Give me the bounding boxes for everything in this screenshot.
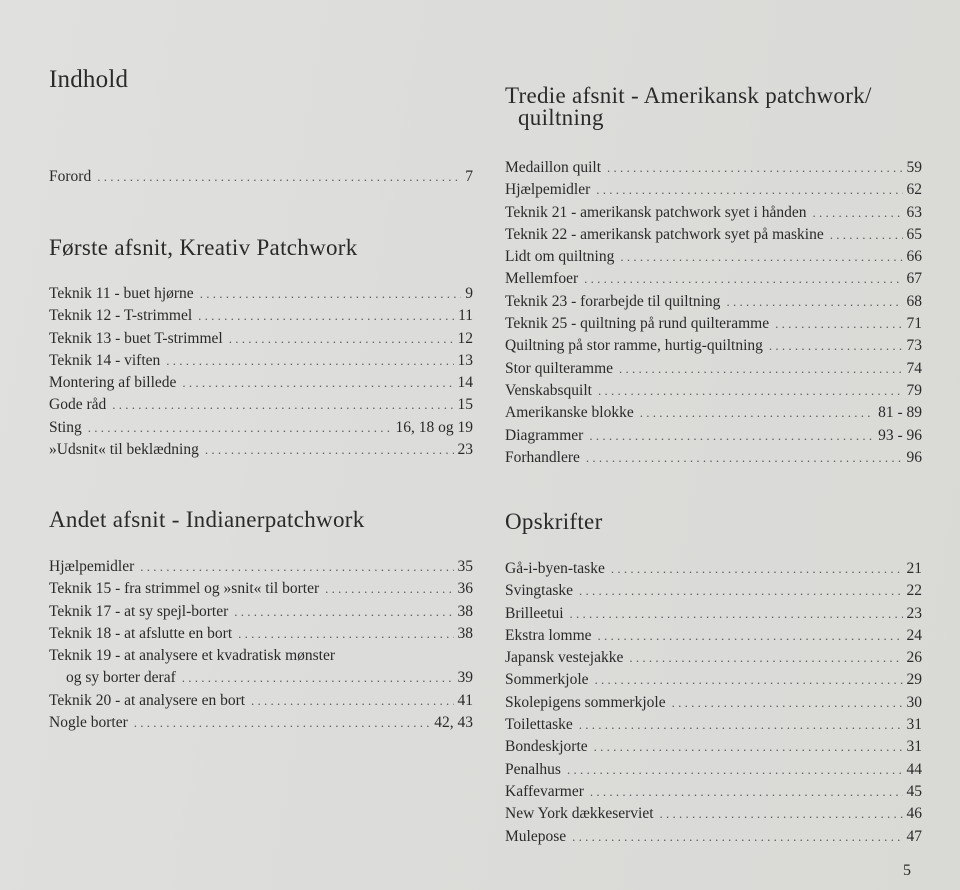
entry-label: Teknik 17 - at sy spejl-borter: [49, 602, 229, 620]
dot-leader: [769, 335, 903, 357]
entry-label: Hjælpemidler: [505, 181, 591, 199]
forord-list: [49, 166, 473, 188]
entry-label: Teknik 19 - at analysere et kvadratisk mønster: [49, 647, 336, 665]
toc-entry[interactable]: [505, 714, 922, 736]
entry-page: 47: [906, 827, 922, 845]
dot-leader: [579, 714, 903, 736]
dot-leader: [596, 179, 902, 201]
dot-leader: [607, 157, 902, 179]
entry-label: Teknik 11 - buet hjørne: [49, 285, 194, 302]
entry-label: Nogle borter: [49, 714, 128, 732]
entry-page: 15: [457, 396, 473, 414]
entry-label: Gå-i-byen-taske: [505, 560, 605, 577]
dot-leader: [660, 803, 903, 825]
entry-label: Mulepose: [505, 827, 567, 845]
toc-entry[interactable]: [505, 335, 922, 357]
entry-label: »Udsnit« til beklædning: [49, 441, 199, 459]
entry-page: 38: [457, 602, 473, 620]
entry-label: og sy borter deraf: [66, 669, 176, 687]
page-number: 5: [903, 862, 911, 879]
dot-leader: [182, 667, 454, 689]
dot-leader: [572, 826, 902, 848]
toc-entry[interactable]: [49, 394, 473, 416]
dot-leader: [620, 246, 902, 268]
entry-page: 81 - 89: [878, 404, 922, 422]
toc-entry[interactable]: [505, 402, 922, 424]
toc-entry[interactable]: [505, 380, 922, 402]
toc-entry[interactable]: [505, 157, 922, 179]
entry-label: Sommerkjole: [505, 671, 589, 689]
toc-entry[interactable]: [49, 556, 473, 578]
entry-page: 13: [457, 351, 473, 369]
entry-label: Ekstra lomme: [505, 626, 592, 644]
toc-entry[interactable]: [505, 447, 922, 469]
toc-entry[interactable]: [505, 781, 922, 803]
entry-label: Penalhus: [505, 760, 561, 778]
entry-page: 26: [906, 649, 922, 667]
dot-leader: [611, 558, 903, 580]
entry-label: Teknik 25 - quiltning på rund quilteramme: [505, 315, 770, 333]
entry-label: Hjælpemidler: [49, 558, 135, 575]
entry-page: 30: [906, 693, 922, 711]
entry-label: Sting: [49, 418, 82, 436]
entry-page: 9: [465, 285, 473, 302]
entry-label: Toilettaske: [505, 716, 573, 734]
toc-entry[interactable]: [49, 712, 473, 734]
entry-page: 62: [906, 181, 922, 199]
dot-leader: [598, 625, 903, 647]
toc-entry[interactable]: [505, 425, 922, 447]
entry-page: 46: [906, 805, 922, 823]
toc-entry[interactable]: [49, 417, 473, 439]
entry-page: 39: [457, 669, 473, 687]
entry-label: Kaffevarmer: [505, 782, 584, 800]
dot-leader: [629, 647, 902, 669]
entry-label: Forhandlere: [505, 448, 580, 466]
entry-page: 79: [906, 381, 922, 399]
entry-label: Teknik 13 - buet T-strimmel: [49, 329, 223, 347]
entry-label: Stor quilteramme: [505, 359, 614, 377]
toc-entry[interactable]: [505, 580, 922, 602]
dot-leader: [640, 402, 874, 424]
toc-entry[interactable]: [49, 601, 473, 623]
section-3-list: [505, 157, 922, 469]
toc-entry-continuation[interactable]: [49, 667, 473, 689]
toc-entry[interactable]: [505, 179, 922, 201]
entry-label: Bondeskjorte: [505, 738, 588, 756]
entry-page: 65: [906, 225, 922, 243]
toc-entry[interactable]: [505, 558, 922, 580]
entry-page: 68: [906, 292, 922, 310]
entry-page: 24: [906, 626, 922, 644]
dot-leader: [251, 690, 453, 712]
dot-leader: [182, 372, 453, 394]
toc-entry[interactable]: [505, 313, 922, 335]
entry-page: 93 - 96: [878, 426, 922, 444]
toc-entry[interactable]: [505, 647, 922, 669]
entry-page: 73: [906, 337, 922, 355]
entry-label: Teknik 15 - fra strimmel og »snit« til borter: [49, 580, 320, 598]
entry-page: 11: [458, 307, 473, 325]
dot-leader: [672, 692, 903, 714]
toc-entry[interactable]: [505, 625, 922, 647]
dot-leader: [97, 166, 461, 188]
toc-entry[interactable]: [49, 350, 473, 372]
entry-label: Amerikanske blokke: [505, 404, 634, 422]
entry-label: Japansk vestejakke: [505, 649, 624, 667]
toc-entry[interactable]: [505, 603, 922, 625]
dot-leader: [140, 556, 453, 578]
entry-page: 38: [457, 624, 473, 642]
entry-page: 45: [906, 782, 922, 800]
dot-leader: [579, 580, 902, 602]
dot-leader: [595, 669, 903, 691]
dot-leader: [198, 305, 454, 327]
toc-entry[interactable]: [49, 372, 473, 394]
entry-label: Teknik 22 - amerikansk patchwork syet på maskine: [505, 225, 824, 243]
entry-label: Quiltning på stor ramme, hurtig-quiltning: [505, 337, 763, 355]
entry-page: 7: [465, 168, 473, 185]
section-title-1: Første afsnit, Kreativ Patchwork: [49, 235, 358, 260]
entry-page: 71: [906, 315, 922, 333]
entry-label: Teknik 20 - at analysere en bort: [49, 691, 246, 709]
dot-leader: [570, 603, 903, 625]
section-title-2: Andet afsnit - Indianerpatchwork: [49, 507, 365, 532]
toc-entry[interactable]: [49, 578, 473, 600]
entry-label: Diagrammer: [505, 426, 584, 444]
entry-page: 14: [457, 374, 473, 392]
toc-entry[interactable]: [49, 645, 473, 667]
entry-label: Mellemfoer: [505, 270, 579, 288]
toc-entry[interactable]: [505, 669, 922, 691]
recipes-list: [505, 558, 922, 848]
toc-entry[interactable]: [505, 268, 922, 290]
dot-leader: [112, 394, 453, 416]
entry-label: Svingtaske: [505, 582, 574, 600]
toc-entry[interactable]: [505, 803, 922, 825]
section-title-recipes: Opskrifter: [505, 509, 603, 534]
toc-entry[interactable]: [49, 623, 473, 645]
dot-leader: [598, 380, 903, 402]
entry-page: 21: [906, 560, 922, 577]
entry-page: 35: [457, 558, 473, 575]
dot-leader: [325, 578, 453, 600]
entry-page: 23: [906, 604, 922, 622]
entry-page: 74: [906, 359, 922, 377]
toc-entry[interactable]: [505, 759, 922, 781]
toc-entry[interactable]: [505, 692, 922, 714]
section-title-3: Tredie afsnit - Amerikansk patchwork/: [505, 83, 872, 108]
entry-page: 42, 43: [434, 714, 473, 732]
dot-leader: [590, 781, 903, 803]
toc-entry[interactable]: [505, 826, 922, 848]
toc-entry[interactable]: [505, 202, 922, 224]
toc-entry[interactable]: [505, 358, 922, 380]
dot-leader: [775, 313, 902, 335]
dot-leader: [830, 224, 903, 246]
entry-page: 44: [906, 760, 922, 778]
entry-label: Teknik 18 - at afslutte en bort: [49, 624, 233, 642]
entry-label: Teknik 14 - viften: [49, 351, 161, 369]
dot-leader: [594, 736, 903, 758]
toc-entry[interactable]: [49, 283, 473, 305]
entry-page: 41: [457, 691, 473, 709]
dot-leader: [205, 439, 454, 461]
entry-page: 23: [457, 441, 473, 459]
entry-page: 66: [906, 248, 922, 266]
toc-entry[interactable]: [49, 690, 473, 712]
dot-leader: [200, 283, 462, 305]
entry-page: 29: [906, 671, 922, 689]
dot-leader: [88, 417, 392, 439]
entry-page: 96: [906, 448, 922, 466]
entry-page: 63: [906, 203, 922, 221]
entry-label: Skolepigens sommerkjole: [505, 693, 666, 711]
toc-entry[interactable]: [505, 246, 922, 268]
entry-label: New York dækkeserviet: [505, 805, 654, 823]
dot-leader: [134, 712, 430, 734]
entry-page: 22: [906, 582, 922, 600]
entry-label: Montering af billede: [49, 374, 177, 392]
section-title-3-line2: quiltning: [518, 105, 604, 130]
entry-label: Brilleetui: [505, 604, 564, 622]
toc-entry[interactable]: [505, 736, 922, 758]
dot-leader: [229, 328, 454, 350]
toc-entry[interactable]: [505, 224, 922, 246]
entry-label: Venskabsquilt: [505, 381, 592, 399]
dot-leader: [586, 447, 903, 469]
dot-leader: [619, 358, 902, 380]
entry-page: 59: [906, 159, 922, 176]
dot-leader: [234, 601, 453, 623]
entry-page: 31: [906, 716, 922, 734]
dot-leader: [726, 291, 902, 313]
dot-leader: [166, 350, 453, 372]
section-2-list: [49, 556, 473, 734]
toc-entry[interactable]: [505, 291, 922, 313]
dot-leader: [589, 425, 874, 447]
entry-page: 16, 18 og 19: [395, 418, 473, 436]
dot-leader: [567, 759, 903, 781]
dot-leader: [584, 268, 902, 290]
entry-page: 31: [906, 738, 922, 756]
entry-label: Forord: [49, 168, 92, 185]
toc-entry[interactable]: [49, 439, 473, 461]
entry-label: Lidt om quiltning: [505, 248, 615, 266]
dot-leader: [238, 623, 453, 645]
entry-label: Teknik 12 - T-strimmel: [49, 307, 193, 325]
entry-page: 12: [457, 329, 473, 347]
entry-page: 36: [457, 580, 473, 598]
entry-label: Teknik 21 - amerikansk patchwork syet i hånden: [505, 203, 807, 221]
entry-label: Teknik 23 - forarbejde til quiltning: [505, 292, 721, 310]
page-title: Indhold: [49, 66, 129, 93]
entry-page: 67: [906, 270, 922, 288]
toc-entry-forord[interactable]: [49, 166, 473, 188]
dot-leader: [813, 202, 903, 224]
section-1-list: [49, 283, 473, 461]
toc-entry[interactable]: [49, 305, 473, 327]
toc-entry[interactable]: [49, 328, 473, 350]
entry-label: Medaillon quilt: [505, 159, 602, 176]
entry-label: Gode råd: [49, 396, 107, 414]
